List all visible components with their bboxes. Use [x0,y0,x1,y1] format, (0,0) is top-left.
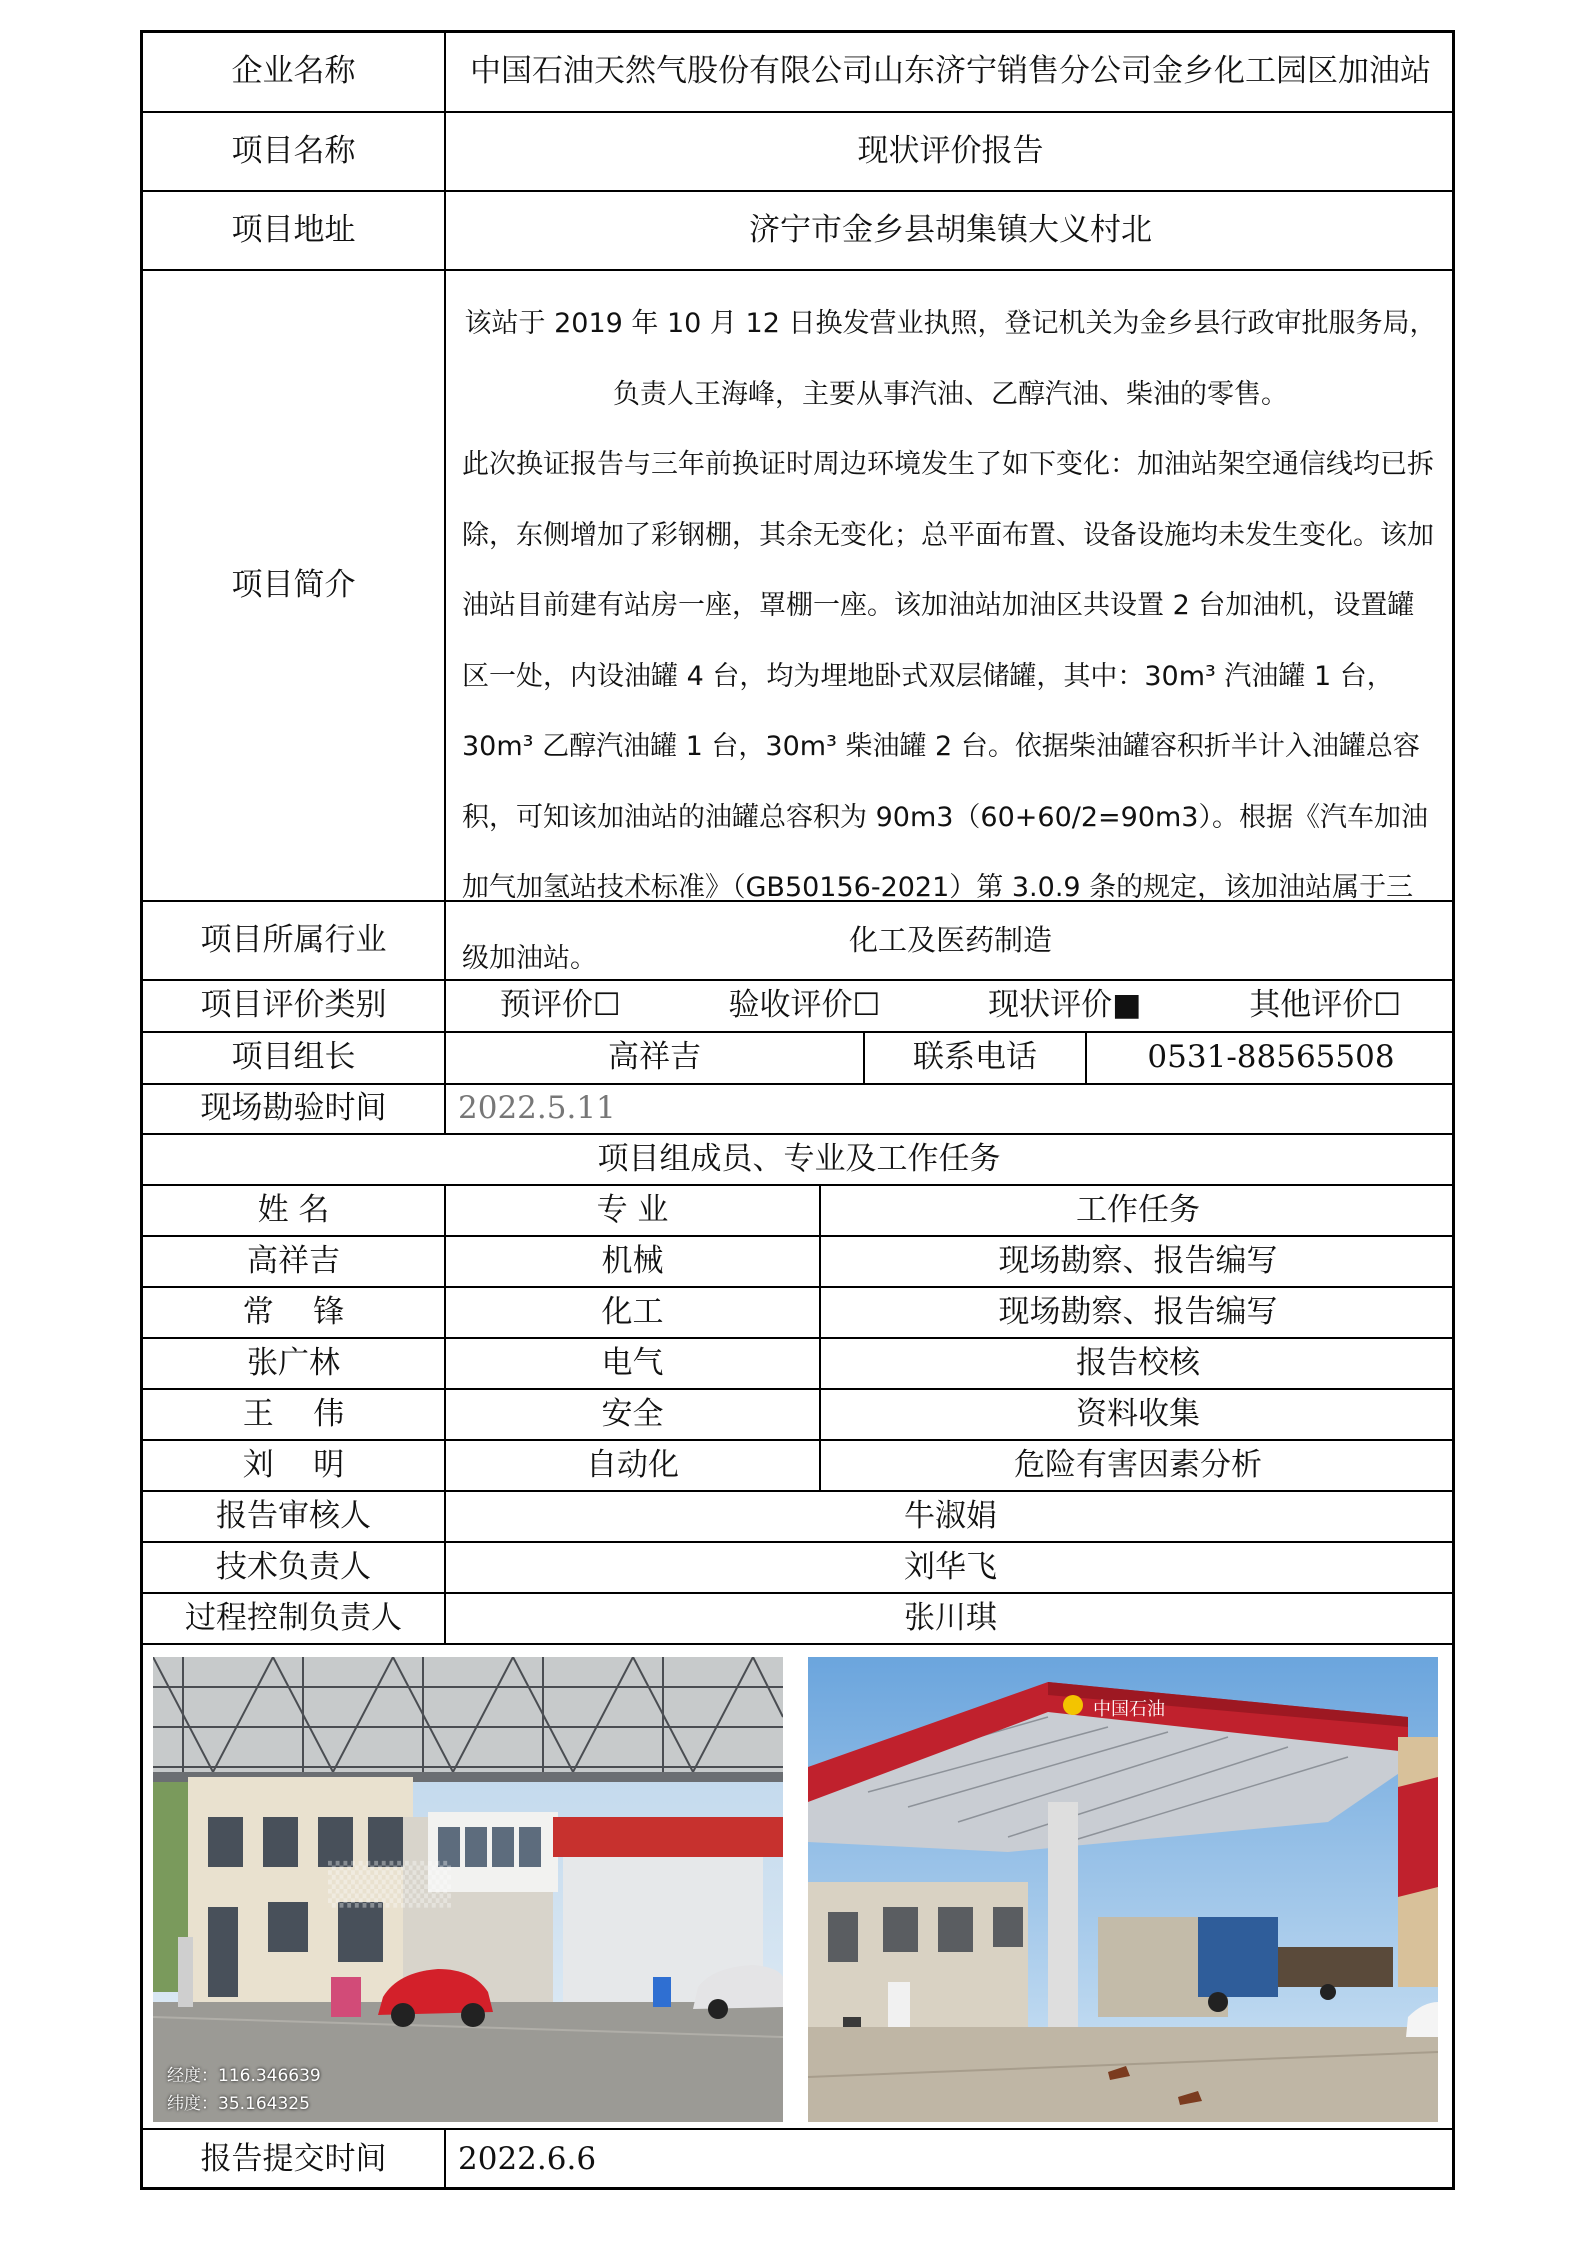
station-building-photo [153,1657,783,2122]
category-status-evaluation: 现状评价■ [988,987,1142,1024]
member-task: 报告校核 [821,1339,1455,1390]
members-header-name: 姓 名 [143,1186,446,1237]
company-label: 企业名称 [143,33,446,113]
tech-lead-label: 技术负责人 [143,1543,446,1594]
phone-value: 0531-88565508 [1087,1033,1455,1085]
member-name: 王 伟 [143,1390,446,1441]
member-name: 张广林 [143,1339,446,1390]
category-options [446,981,1455,1033]
reviewer-value: 牛淑娟 [446,1492,1455,1543]
fuel-canopy-photo [808,1657,1438,2122]
photo-latitude: 纬度：35.164325 [167,2094,310,2114]
members-header-task: 工作任务 [821,1186,1455,1237]
tech-lead-value: 刘华飞 [446,1543,1455,1594]
member-task: 现场勘察、报告编写 [821,1288,1455,1339]
member-major: 机械 [446,1237,821,1288]
member-name: 刘 明 [143,1441,446,1492]
members-header-major: 专 业 [446,1186,821,1237]
intro-label: 项目简介 [143,271,446,902]
leader-label: 项目组长 [143,1033,446,1085]
process-lead-value: 张川琪 [446,1594,1455,1645]
submit-label: 报告提交时间 [143,2130,446,2190]
reviewer-label: 报告审核人 [143,1492,446,1543]
submit-value: 2022.6.6 [458,2141,597,2178]
category-other-evaluation: 其他评价☐ [1249,987,1402,1024]
member-major: 电气 [446,1339,821,1390]
member-name: 常 锋 [143,1288,446,1339]
phone-label: 联系电话 [865,1033,1087,1085]
photo-watermark: ▒▒▒▒ [328,1862,452,1908]
intro-paragraph-1: 该站于 2019 年 10 月 12 日换发营业执照，登记机关为金乡县行政审批服务局， [464,308,1437,339]
photo-longitude: 经度：116.346639 [167,2066,321,2086]
survey-value: 2022.5.11 [446,1085,1455,1135]
leader-value: 高祥吉 [446,1033,865,1085]
project-name-value: 现状评价报告 [446,113,1455,192]
canopy-brand-text: 中国石油 [1093,1699,1165,1720]
member-major: 安全 [446,1390,821,1441]
address-value: 济宁市金乡县胡集镇大义村北 [446,192,1455,271]
industry-value: 化工及医药制造 [446,902,1455,981]
member-task: 现场勘察、报告编写 [821,1237,1455,1288]
intro-paragraph-3: 此次换证报告与三年前换证时周边环境发生了如下变化：加油站架空通信线均已拆除，东侧增加了彩钢棚，其余无变化；总平面布置、设备设施均未发生变化。该加油站目前建有站房一座，罩棚一座。该加油站加油区共设置 2 台加油机，设置罐区一处，内设油罐 4 台，均为埋地卧式双层储罐，其中：30m³ 汽油罐 1 台，30m³ 乙醇汽油罐 1 台，30m³ 柴油罐 2 台。依据柴油罐容积折半计入油罐总容积，可知该加油站的油罐总容积为 90m3（60+60/2=90m3）。根据《汽车加油加气加氢站技术标准》（GB50156-2021）第 3.0.9 条的规定，该加油站属于三级加油站。 [462,449,1434,974]
category-label: 项目评价类别 [143,981,446,1033]
category-pre-evaluation: 预评价☐ [499,987,621,1024]
member-task: 资料收集 [821,1390,1455,1441]
intro-paragraph-2: 负责人王海峰，主要从事汽油、乙醇汽油、柴油的零售。 [613,378,1288,410]
industry-label: 项目所属行业 [143,902,446,981]
project-name-label: 项目名称 [143,113,446,192]
member-name: 高祥吉 [143,1237,446,1288]
member-major: 化工 [446,1288,821,1339]
process-lead-label: 过程控制负责人 [143,1594,446,1645]
evaluation-form-table [140,30,1455,2190]
survey-label: 现场勘验时间 [143,1085,446,1135]
member-task: 危险有害因素分析 [821,1441,1455,1492]
member-major: 自动化 [446,1441,821,1492]
category-acceptance-evaluation: 验收评价☐ [728,987,881,1024]
address-label: 项目地址 [143,192,446,271]
members-title: 项目组成员、专业及工作任务 [143,1135,1455,1186]
company-value: 中国石油天然气股份有限公司山东济宁销售分公司金乡化工园区加油站 [446,33,1455,113]
